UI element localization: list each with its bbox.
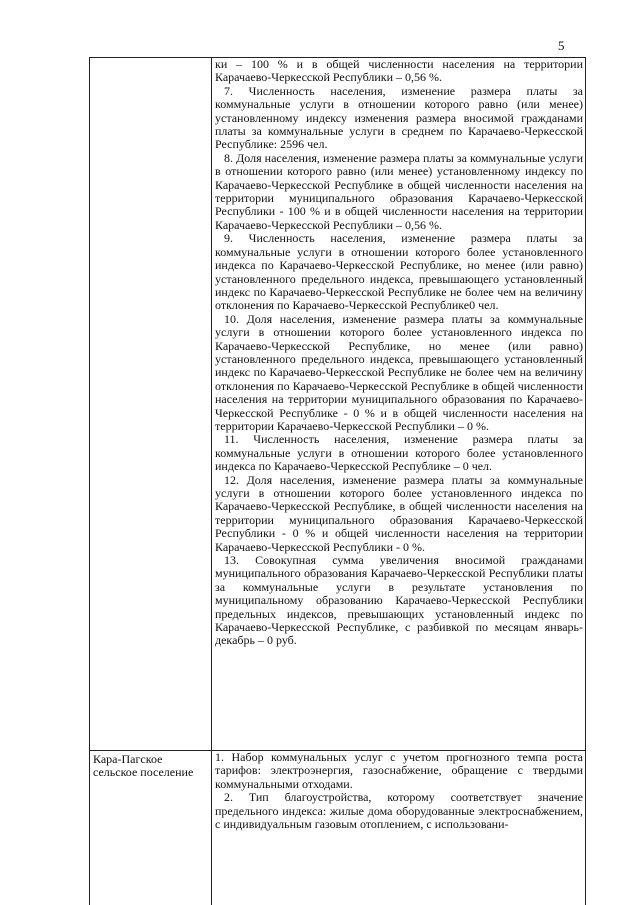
indicator-item: 7. Численность населения, изменение размера платы за коммунальные услуги в отношении которого равно (или менее) установленному индексу изменения размера вносимой гражданами платы за коммунальные услуги в среднем по Карачаево-Черкесской Республике: 2596 чел. (215, 83, 583, 152)
indicator-item: 10. Доля населения, изменение размера платы за коммунальные услуги в отношении которого более установленного индекса по Карачаево-Черкесской Республике, но менее (или равно) установленного предельного индекса, превышающего установленный индекс по Карачаево-Черкесской Республике не более чем на величину отклонения по Карачаево-Черкесской Республике в общей численности населения на территории муниципального образования по Карачаево-Черкесской Республике - 0 % и в общей численности населения на территории Карачаево-Черкесской Республики – 0 %. (215, 311, 583, 433)
municipality-cell (90, 58, 212, 751)
page-number: 5 (558, 38, 565, 53)
indicator-item: ки – 100 % и в общей численности населения на территории Карачаево-Черкесской Республики – 0,56 %. (215, 57, 583, 85)
indices-table (89, 57, 586, 905)
indicators-cell (212, 751, 586, 905)
indicator-item: 13. Совокупная сумма увеличения вносимой гражданами муниципального образования Карачаево-Черкесской Республики платы за коммунальные услуги в результате установления по муниципальному образованию Карачаево-Черкесской Республики предельных индексов, превышающих установленный индекс по Карачаево-Черкесской Республике, с разбивкой по месяцам январь-декабрь – 0 руб. (215, 553, 583, 648)
indicator-item: 9. Численность населения, изменение размера платы за коммунальные услуги в отношении которого более установленного индекса по Карачаево-Черкесской Республике, но менее (или равно) установленного предельного индекса, превышающего установленный индекс по Карачаево-Черкесской Республике не более чем на величину отклонения по Карачаево-Черкесской Республике0 чел. (215, 231, 583, 313)
indicators-cell (212, 58, 586, 751)
indicator-item: 1. Набор коммунальных услуг с учетом прогнозного темпа роста тарифов: электроэнергия, газоснабжение, обращение с твердыми коммунальными отходами. (215, 750, 583, 791)
indicator-item: 2. Тип благоустройства, которому соответствует значение предельного индекса: жилые дома оборудованные электроснабжением, с индивидуальным газовым отоплением, с использовани- (215, 790, 583, 832)
indicator-item: 8. Доля населения, изменение размера платы за коммунальные услуги в отношении которого равно (или менее) установленному индексу по Карачаево-Черкесской Республике в общей численности населения на территории муниципального образования Карачаево-Черкесской Республики - 100 % и в общей численности населения на территории Карачаево-Черкесской Республики – 0,56 %. (215, 150, 583, 232)
table-row (90, 58, 586, 751)
indicator-item: 12. Доля населения, изменение размера платы за коммунальные услуги в отношении которого более установленного индекса по Карачаево-Черкесской Республике, в общей численности населения на территории муниципального образования Карачаево-Черкесской Республики - 0 % и общей численности населения на территории Карачаево-Черкесской Республики - 0 %. (215, 472, 583, 554)
indicator-item: 11. Численность населения, изменение размера платы за коммунальные услуги в отношении которого более установленного индекса по Карачаево-Черкесской Республике – 0 чел. (215, 432, 583, 474)
municipality-cell (90, 751, 212, 905)
table-row (90, 751, 586, 905)
municipality-name: Кара-Пагское сельское поселение (93, 752, 194, 780)
